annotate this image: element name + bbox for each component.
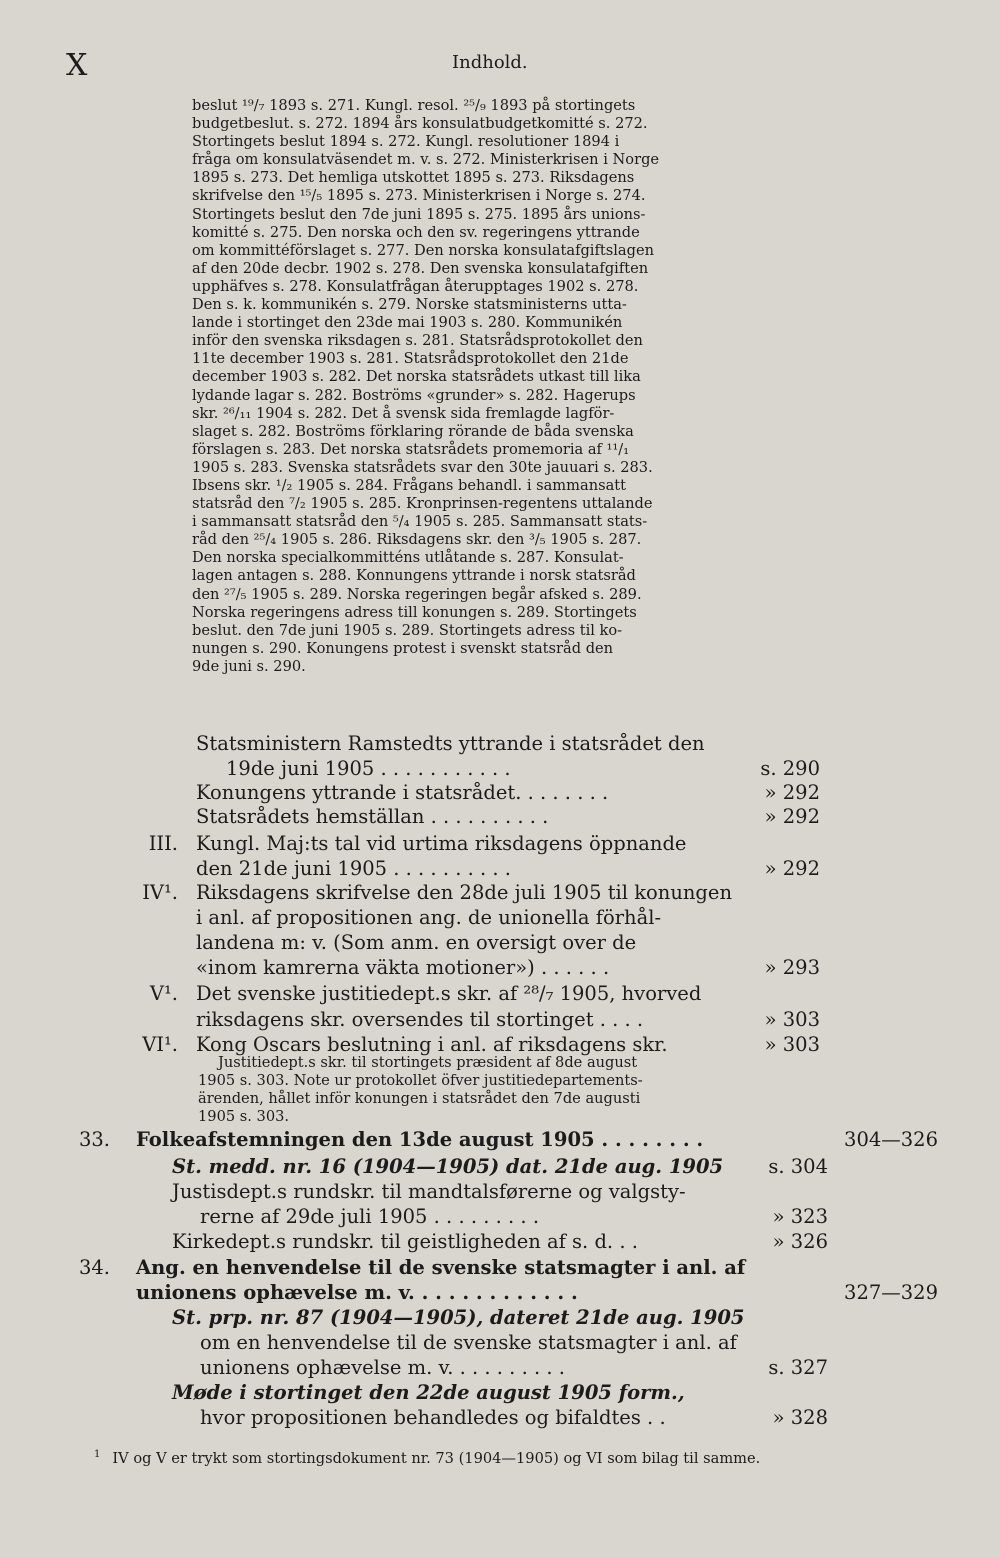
- summary-paragraph: [192, 97, 740, 676]
- footnote-marker: 1: [94, 1449, 101, 1460]
- entry-text: St. prp. nr. 87 (1904—1905), dateret 21de aug. 1905: [172, 1306, 745, 1329]
- summary-line: fråga om konsulatväsendet m. v. s. 272. Ministerkrisen i Norge: [192, 151, 660, 169]
- summary-line: Norska regeringens adress till konungen s. 289. Stortingets: [192, 603, 637, 621]
- entry-page-ref: s. 290: [760, 757, 820, 780]
- entry-text: «inom kamrerna väkta motioner») . . . . . .: [196, 956, 610, 979]
- entry-text: St. medd. nr. 16 (1904—1905) dat. 21de aug. 1905: [172, 1155, 724, 1178]
- summary-line: råd den ²⁵/₄ 1905 s. 286. Riksdagens skr. den ³/₅ 1905 s. 287.: [192, 531, 642, 549]
- entry-text: Statsrådets hemställan . . . . . . . . . .: [196, 805, 549, 828]
- entry-text: Kong Oscars beslutning i anl. af riksdagens skr.: [196, 1033, 668, 1056]
- entry-page-ref: » 323: [772, 1205, 828, 1228]
- summary-line: nungen s. 290. Konungens protest i svenskt statsråd den: [192, 639, 614, 657]
- entry-number: III.: [148, 832, 178, 855]
- entry-page-ref: s. 304: [768, 1155, 828, 1178]
- entry-text: 19de juni 1905 . . . . . . . . . . .: [226, 757, 511, 780]
- entry-text: Kungl. Maj:ts tal vid urtima riksdagens öppnande: [196, 832, 687, 855]
- entry-page-ref: 304—326: [844, 1128, 938, 1151]
- entry-text: Møde i stortinget den 22de august 1905 form.,: [172, 1381, 685, 1404]
- page-number: X: [66, 48, 88, 83]
- summary-line: förslagen s. 283. Det norska statsrådets promemoria af ¹¹/₁: [192, 440, 630, 458]
- entry-page-ref: s. 327: [768, 1356, 828, 1379]
- summary-line: Stortingets beslut 1894 s. 272. Kungl. resolutioner 1894 i: [192, 133, 620, 151]
- entry-page-ref: » 292: [764, 805, 820, 828]
- summary-line: lydande lagar s. 282. Boströms «grunder» s. 282. Hagerups: [192, 386, 636, 404]
- entry-text: den 21de juni 1905 . . . . . . . . . .: [196, 857, 512, 880]
- entry-number: VI¹.: [142, 1033, 178, 1056]
- summary-line: 1895 s. 273. Det hemliga utskottet 1895 s. 273. Riksdagens: [192, 169, 635, 187]
- entry-text: unionens ophævelse m. v. . . . . . . . . .: [200, 1356, 565, 1379]
- entry-page-ref: » 303: [764, 1008, 820, 1031]
- summary-line: lagen antagen s. 288. Konnungens yttrande i norsk statsråd: [192, 567, 636, 585]
- entry-number: IV¹.: [142, 881, 178, 904]
- summary-line: upphäfves s. 278. Konsulatfrågan återupptages 1902 s. 278.: [192, 277, 639, 295]
- summary-line: lande i stortinget den 23de mai 1903 s. 280. Kommunikén: [192, 314, 623, 332]
- footnote-text: IV og V er trykt som stortingsdokument nr. 73 (1904—1905) og VI som bilag til samme.: [112, 1449, 761, 1467]
- entry-text: rerne af 29de juli 1905 . . . . . . . . .: [200, 1205, 540, 1228]
- entry-page-ref: » 303: [764, 1033, 820, 1056]
- entry-page-ref: » 293: [764, 956, 820, 979]
- entry-text: i anl. af propositionen ang. de unionella förhål-: [196, 906, 662, 929]
- entry-page-ref: » 328: [772, 1406, 828, 1429]
- entry-number: 34.: [78, 1256, 110, 1279]
- summary-line: den ²⁷/₅ 1905 s. 289. Norska regeringen begår afsked s. 289.: [192, 585, 642, 603]
- summary-line: 9de juni s. 290.: [192, 657, 306, 675]
- entry-text: riksdagens skr. oversendes til stortinget . . . .: [196, 1008, 644, 1031]
- summary-line: inför den svenska riksdagen s. 281. Statsrådsprotokollet den: [192, 332, 643, 350]
- summary-line: beslut. den 7de juni 1905 s. 289. Stortingets adress til ko-: [192, 621, 623, 639]
- summary-line: om kommittéförslaget s. 277. Den norska konsulatafgiftslagen: [192, 241, 654, 259]
- summary-line: december 1903 s. 282. Det norska statsrådets utkast till lika: [192, 368, 641, 386]
- note-line: ärenden, hållet inför konungen i statsrådet den 7de augusti: [198, 1090, 641, 1107]
- summary-line: 11te december 1903 s. 281. Statsrådsprotokollet den 21de: [192, 350, 629, 368]
- summary-line: af den 20de decbr. 1902 s. 278. Den svenska konsulatafgiften: [192, 259, 649, 277]
- summary-line: slaget s. 282. Boströms förklaring rörande de båda svenska: [192, 422, 634, 440]
- summary-line: skrifvelse den ¹⁵/₅ 1895 s. 273. Ministerkrisen i Norge s. 274.: [192, 187, 646, 205]
- entry-page-ref: » 326: [772, 1230, 828, 1253]
- summary-line: skr. ²⁶/₁₁ 1904 s. 282. Det å svensk sida fremlagde lagför-: [192, 404, 615, 422]
- summary-line: Den s. k. kommunikén s. 279. Norske statsministerns utta-: [192, 296, 627, 314]
- entry-number: 33.: [78, 1128, 110, 1151]
- entry-page-ref: » 292: [764, 781, 820, 804]
- summary-line: budgetbeslut. s. 272. 1894 års konsulatbudgetkomitté s. 272.: [192, 115, 648, 133]
- summary-line: 1905 s. 283. Svenska statsrådets svar den 30te jauuari s. 283.: [192, 458, 653, 476]
- note-line: 1905 s. 303.: [198, 1108, 290, 1125]
- entry-number: V¹.: [149, 982, 178, 1005]
- entry-text: landena m: v. (Som anm. en oversigt over de: [196, 931, 637, 954]
- entry-page-ref: 327—329: [844, 1281, 938, 1304]
- summary-line: Stortingets beslut den 7de juni 1895 s. 275. 1895 års unions-: [192, 205, 646, 223]
- entry-text: Konungens yttrande i statsrådet. . . . . . . .: [196, 781, 609, 804]
- entry-text: Riksdagens skrifvelse den 28de juli 1905 til konungen: [196, 881, 733, 904]
- entry-text: Folkeafstemningen den 13de august 1905 . . . . . . . .: [136, 1128, 704, 1151]
- entry-text: Ang. en henvendelse til de svenske statsmagter i anl. af: [136, 1256, 746, 1279]
- entry-text: unionens ophævelse m. v. . . . . . . . . . . . .: [136, 1281, 578, 1304]
- running-header: Indhold.: [452, 52, 528, 73]
- summary-line: komitté s. 275. Den norska och den sv. regeringens yttrande: [192, 223, 640, 241]
- note-line: Justitiedept.s skr. til stortingets præsident af 8de august: [218, 1054, 638, 1071]
- note-line: 1905 s. 303. Note ur protokollet öfver justitiedepartements-: [198, 1072, 643, 1089]
- summary-line: statsråd den ⁷/₂ 1905 s. 285. Kronprinsen-regentens uttalande: [192, 495, 653, 513]
- entry-text: hvor propositionen behandledes og bifaldtes . .: [200, 1406, 666, 1429]
- entry-text: Justisdept.s rundskr. til mandtalsførerne og valgsty-: [172, 1180, 686, 1203]
- entry-text: om en henvendelse til de svenske statsmagter i anl. af: [200, 1331, 737, 1354]
- summary-line: Den norska specialkommitténs utlåtande s. 287. Konsulat-: [192, 549, 624, 567]
- entry-page-ref: » 292: [764, 857, 820, 880]
- footnote: [94, 1446, 760, 1468]
- summary-line: beslut ¹⁹/₇ 1893 s. 271. Kungl. resol. ²⁵/₉ 1893 på stortingets: [192, 97, 636, 114]
- entry-text: Kirkedept.s rundskr. til geistligheden af s. d. . .: [172, 1230, 638, 1253]
- summary-line: Ibsens skr. ¹/₂ 1905 s. 284. Frågans behandl. i sammansatt: [192, 476, 627, 494]
- summary-line: i sammansatt statsråd den ⁵/₄ 1905 s. 285. Sammansatt stats-: [192, 513, 648, 531]
- entry-text: Statsministern Ramstedts yttrande i statsrådet den: [196, 732, 705, 755]
- entry-text: Det svenske justitiedept.s skr. af ²⁸/₇ 1905, hvorved: [196, 982, 702, 1005]
